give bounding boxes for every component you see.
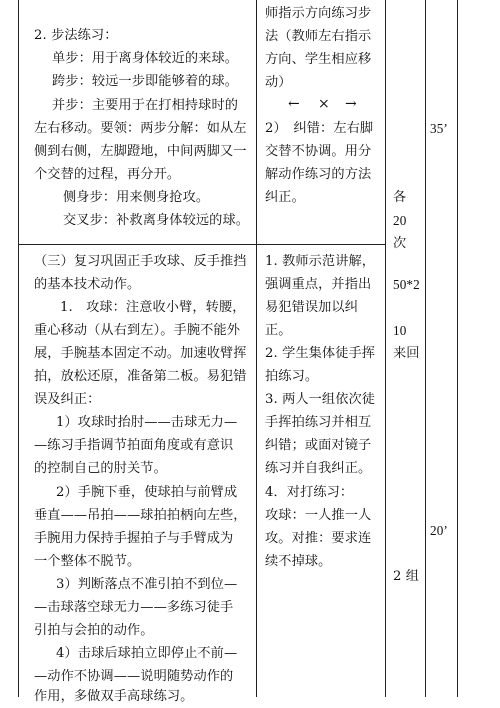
- side-step-text-line4: 个交替的过程，再分开。: [34, 167, 181, 182]
- group-practice-line2: 拍练习。: [265, 369, 319, 384]
- teacher-demo-line3: 易犯错误加以纠: [265, 300, 359, 315]
- table-divider-1: [256, 0, 257, 697]
- correction-line4: 纠正。: [265, 190, 305, 205]
- pair-practice-line4: 练习并自我纠正。: [265, 461, 372, 476]
- row-divider: [18, 244, 385, 245]
- pair-practice-line2: 手挥拍练习并相互: [265, 415, 372, 430]
- reps-label-times: 次: [393, 236, 407, 251]
- error-3-line2: —击球落空球无力——多练习徒手: [34, 600, 234, 615]
- attack-ball-line2: 重心移动（从右到左）。手腕不能外: [34, 323, 240, 338]
- flank-step-text: 侧身步：用来侧身抢攻。: [63, 190, 210, 205]
- reps-label-each: 各: [393, 190, 407, 205]
- review-section-title-line2: 的基本技术动作。: [34, 277, 141, 292]
- cross-mark-icon: ×: [318, 96, 330, 112]
- error-4-text: 4）击球后球拍立即停止不前—: [56, 646, 238, 661]
- step-practice-title: 2. 步法练习：: [34, 28, 118, 43]
- table-divider-3: [425, 0, 426, 697]
- attack-ball-line4: 拍，放松还原，准备第二板。易犯错: [34, 369, 247, 384]
- table-border-left: [18, 0, 19, 697]
- correction-text: 2） 纠错：左右脚: [265, 121, 374, 136]
- reps-value-10: 10: [393, 323, 407, 338]
- rally-practice-title: 4．对打练习：: [265, 485, 354, 500]
- error-2-line2: 垂直——吊拍——球拍拍柄向左些，: [34, 508, 247, 523]
- cross-over-step-text: 交叉步：补救离身体较远的球。: [63, 213, 250, 228]
- arrow-left-icon: ←: [288, 96, 300, 112]
- attack-ball-text: 1. 攻球：注意收小臂，转腰，: [60, 300, 246, 315]
- rally-practice-line3: 攻。对推：要求连: [265, 531, 372, 546]
- error-1-line3: 的控制自己的肘关节。: [34, 461, 167, 476]
- table-divider-2: [385, 0, 386, 697]
- table-border-right: [457, 0, 458, 697]
- common-errors-label: 误及纠正：: [34, 392, 101, 407]
- error-1-line2: —练习手指调节拍面角度或有意识: [34, 438, 234, 453]
- pair-practice-line3: 纠错；或面对镜子: [265, 438, 372, 453]
- reps-value-20: 20: [393, 213, 407, 228]
- review-section-title: （三）复习巩固正手攻球、反手推挡: [34, 254, 247, 269]
- reps-label-rounds: 来回: [393, 346, 420, 361]
- teacher-method-line3: 方向、学生相应移: [265, 52, 372, 67]
- cross-step-text: 跨步：较远一步即能够着的球。: [52, 74, 239, 89]
- reps-value-2-groups: 2 组: [393, 569, 420, 584]
- teacher-demo-line4: 正。: [265, 323, 292, 338]
- error-3-text: 3）判断落点不准引拍不到位—: [56, 577, 238, 592]
- teacher-method-line2: 法（教师左右指示: [265, 29, 372, 44]
- error-4-line3: 作用，多做双手高球练习。: [34, 689, 194, 704]
- correction-line3: 解动作练习的方法: [265, 167, 372, 182]
- side-step-text: 并步：主要用于在打相持球时的: [52, 98, 239, 113]
- error-1-text: 1）攻球时抬肘——击球无力—: [56, 415, 238, 430]
- pair-practice-text: 3. 两人一组依次徒: [265, 392, 376, 407]
- error-2-line4: 一个整体不脱节。: [34, 554, 141, 569]
- group-practice-text: 2. 学生集体徒手挥: [265, 346, 376, 361]
- single-step-text: 单步：用于离身体较近的来球。: [52, 51, 239, 66]
- teacher-demo-line2: 强调重点，并指出: [265, 277, 372, 292]
- side-step-text-line2: 左右移动。要领：两步分解：如从左: [34, 121, 247, 136]
- reps-value-50x2: 50*2: [393, 277, 420, 292]
- side-step-text-line3: 侧到右侧，左脚蹬地，中间两脚又一: [34, 144, 247, 159]
- rally-practice-line4: 续不掉球。: [265, 554, 332, 569]
- teacher-method-text: 师指示方向练习步: [265, 6, 372, 21]
- teacher-method-line4: 动）: [265, 75, 292, 90]
- error-2-line3: 手腕用力保持手握拍子与手臂成为: [34, 531, 234, 546]
- error-2-text: 2）手腕下垂，使球拍与前臂成: [56, 485, 238, 500]
- error-3-line3: 引拍与会拍的动作。: [34, 623, 154, 638]
- rally-practice-line2: 攻球：一人推一人: [265, 508, 372, 523]
- duration-20min: 20’: [430, 523, 448, 538]
- arrow-right-icon: →: [345, 96, 357, 112]
- attack-ball-line3: 展，手腕基本固定不动。加速收臂挥: [34, 346, 247, 361]
- duration-35min: 35’: [430, 121, 448, 136]
- correction-line2: 交替不协调。用分: [265, 144, 372, 159]
- error-4-line2: —动作不协调——说明随势动作的: [34, 669, 234, 684]
- teacher-demo-text: 1. 教师示范讲解，: [265, 254, 376, 269]
